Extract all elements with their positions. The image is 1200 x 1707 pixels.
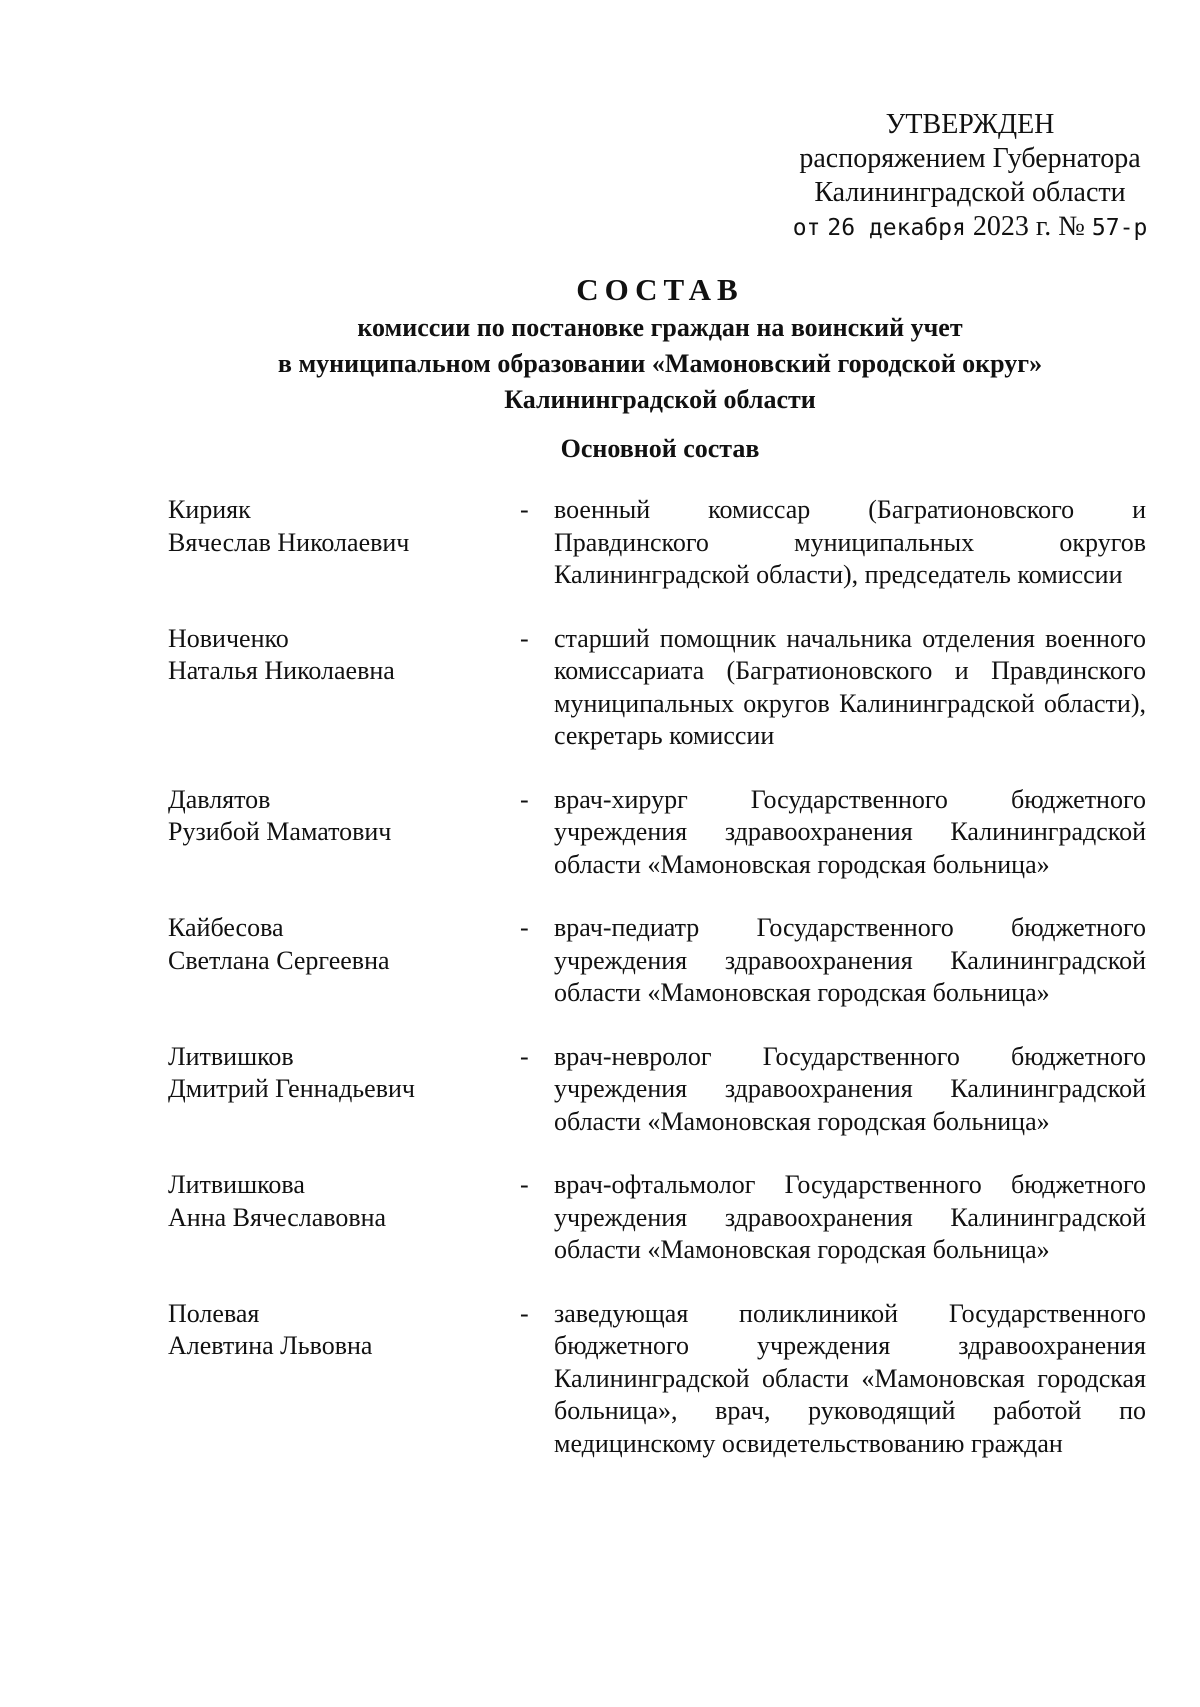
approval-region: Калининградской области [814, 177, 1126, 208]
member-given-name: Дмитрий Геннадьевич [168, 1074, 415, 1103]
member-name [168, 912, 520, 1010]
title-subtitle [160, 310, 1160, 418]
member-row [168, 494, 1148, 592]
member-surname: Полевая [168, 1298, 260, 1328]
member-name [168, 1169, 520, 1267]
approval-date-value: 26 декабря [827, 215, 966, 241]
title-line-2: в муниципальном образовании «Мамоновский городской округ» [277, 349, 1043, 378]
approval-stamp [760, 108, 1180, 245]
member-dash: - [520, 495, 529, 524]
member-name [168, 623, 520, 753]
member-surname: Давлятов [168, 784, 271, 814]
document-title [160, 270, 1160, 418]
section-heading: Основной состав [560, 434, 760, 463]
member-given-name: Наталья Николаевна [168, 656, 395, 685]
member-role: врач-хирург Государственного бюджетного учреждения здравоохранения Калининградской области «Мамоновская городская больница» [554, 784, 1146, 879]
title-main: СОСТАВ [576, 272, 744, 307]
member-name [168, 784, 520, 882]
member-surname: Кирияк [168, 495, 251, 524]
approval-date-prefix: от [792, 215, 821, 241]
member-dash: - [520, 1041, 529, 1071]
member-dash: - [520, 784, 529, 814]
member-row [168, 1041, 1148, 1139]
title-line-1: комиссии по постановке граждан на воинский учет [357, 313, 963, 342]
approval-date-year: 2023 г. № [972, 211, 1085, 242]
approval-heading: УТВЕРЖДЕН [885, 109, 1055, 140]
member-given-name: Вячеслав Николаевич [168, 527, 410, 557]
member-row [168, 623, 1148, 753]
member-role: врач-невролог Государственного бюджетного учреждения здравоохранения Калининградской области «Мамоновская городская больница» [554, 1041, 1146, 1136]
member-role: врач-педиатр Государственного бюджетного учреждения здравоохранения Калининградской области «Мамоновская городская больница» [554, 913, 1146, 1007]
member-surname: Новиченко [168, 623, 289, 653]
member-role: старший помощник начальника отделения военного комиссариата (Багратионовского и Правдинского муниципальных округов Калининградской области), секретарь комиссии [554, 623, 1146, 750]
member-surname: Литвишкова [168, 1170, 305, 1199]
member-row [168, 784, 1148, 882]
member-dash: - [520, 1298, 529, 1328]
member-dash: - [520, 623, 529, 653]
member-row [168, 912, 1148, 1010]
members-list [168, 494, 1148, 1491]
approval-authority: распоряжением Губернатора [799, 143, 1141, 174]
approval-date-line [760, 210, 1180, 245]
member-name [168, 1298, 520, 1461]
title-line-3: Калининградской области [504, 385, 816, 414]
member-row [168, 1298, 1148, 1461]
member-role: заведующая поликлиникой Государственного бюджетного учреждения здравоохранения Калининградской области «Мамоновская городская больница», врач, руководящий работой по медицинскому освидетельствованию граждан [554, 1298, 1146, 1458]
member-role: врач-офтальмолог Государственного бюджетного учреждения здравоохранения Калининградской области «Мамоновская городская больница» [554, 1170, 1146, 1264]
member-role: военный комиссар (Багратионовского и Правдинского муниципальных округов Калининградской области), председатель комиссии [554, 495, 1146, 589]
member-given-name: Светлана Сергеевна [168, 945, 390, 975]
member-surname: Кайбесова [168, 913, 284, 942]
member-name [168, 1041, 520, 1139]
member-given-name: Алевтина Львовна [168, 1331, 373, 1360]
member-given-name: Рузибой Маматович [168, 817, 392, 846]
approval-number: 57-р [1091, 215, 1148, 241]
member-dash: - [520, 913, 529, 942]
member-dash: - [520, 1170, 529, 1199]
member-row [168, 1169, 1148, 1267]
member-given-name: Анна Вячеславовна [168, 1202, 387, 1232]
member-surname: Литвишков [168, 1041, 294, 1071]
member-name [168, 494, 520, 592]
